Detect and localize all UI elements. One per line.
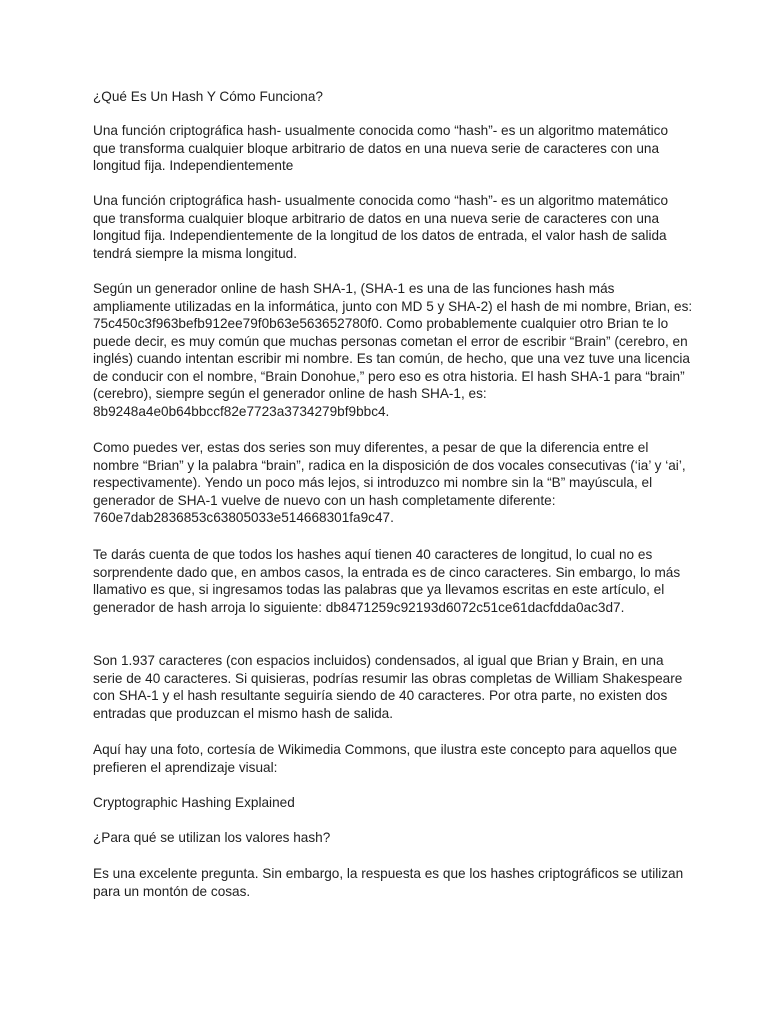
paragraph-condensed-characters: Son 1.937 caracteres (con espacios incluidos) condensados, al igual que Brian y Brain, en una serie de 40 caracteres. Si quisieras, podrías resumir las obras completas de William Shakespeare con SHA-1 y el hash resultante seguiría siendo de 40 caracteres. Por otra parte, no existen dos entradas que produzcan el mismo hash de salida.	[93, 653, 683, 721]
section-heading-hash-uses: ¿Para qué se utilizan los valores hash?	[93, 830, 331, 845]
paragraph-wikimedia-photo: Aquí hay una foto, cortesía de Wikimedia Commons, que ilustra este concepto para aquellos que prefieren el aprendizaje visual:	[93, 742, 678, 775]
paragraph-hash-uses: Es una excelente pregunta. Sin embargo, la respuesta es que los hashes criptográficos se utilizan para un montón de cosas.	[93, 866, 684, 899]
document-title: ¿Qué Es Un Hash Y Cómo Funciona?	[93, 89, 323, 104]
paragraph-hash-comparison: Como puedes ver, estas dos series son muy diferentes, a pesar de que la diferencia entre el nombre “Brian” y la palabra “brain”, radica en la disposición de dos vocales consecutivas (‘ia’ y ‘ai’, respectivamente). Yendo un poco más lejos, si introduzco mi nombre sin la “B” mayúscula, el generador de SHA-1 vuelve de nuevo con un hash completamente diferente: 760e7dab2836853c63805033e514668301fa9c47.	[93, 440, 686, 525]
paragraph-sha1-example: Según un generador online de hash SHA-1, (SHA-1 es una de las funciones hash más ampliamente utilizadas en la informática, junto con MD 5 y SHA-2) el hash de mi nombre, Brian, es: 75c450c3f963befb912ee79f0b63e563652780f0. Como probablemente cualquier otro Brian te lo puede decir, es muy común que muchas personas cometan el error de escribir “Brain” (cerebro, en inglés) cuando intentan escribir mi nombre. Es tan común, de hecho, que una vez tuve una licencia de conducir con el nombre, “Brain Donohue,” pero eso es otra historia. El hash SHA-1 para “brain” (cerebro), siempre según el generador online de hash SHA-1, es: 8b9248a4e0b64bbccf82e7723a3734279bf9bbc4.	[93, 281, 693, 419]
paragraph-hash-definition: Una función criptográfica hash- usualmente conocida como “hash”- es un algoritmo matemático que transforma cualquier bloque arbitrario de datos en una nueva serie de caracteres con una longitud fija. Independientemente de la longitud de los datos de entrada, el valor hash de salida tendrá siempre la misma longitud.	[93, 193, 668, 261]
image-caption: Cryptographic Hashing Explained	[93, 795, 295, 810]
paragraph-hash-definition-truncated: Una función criptográfica hash- usualmente conocida como “hash”- es un algoritmo matemático que transforma cualquier bloque arbitrario de datos en una nueva serie de caracteres con una longitud fija. Independientemente	[93, 123, 668, 173]
paragraph-hash-length: Te darás cuenta de que todos los hashes aquí tienen 40 caracteres de longitud, lo cual no es sorprendente dado que, en ambos casos, la entrada es de cinco caracteres. Sin embargo, lo más llamativo es que, si ingresamos todas las palabras que ya llevamos escritas en este artículo, el generador de hash arroja lo siguiente: db8471259c92193d6072c51ce61dacfdda0ac3d7.	[93, 547, 681, 615]
